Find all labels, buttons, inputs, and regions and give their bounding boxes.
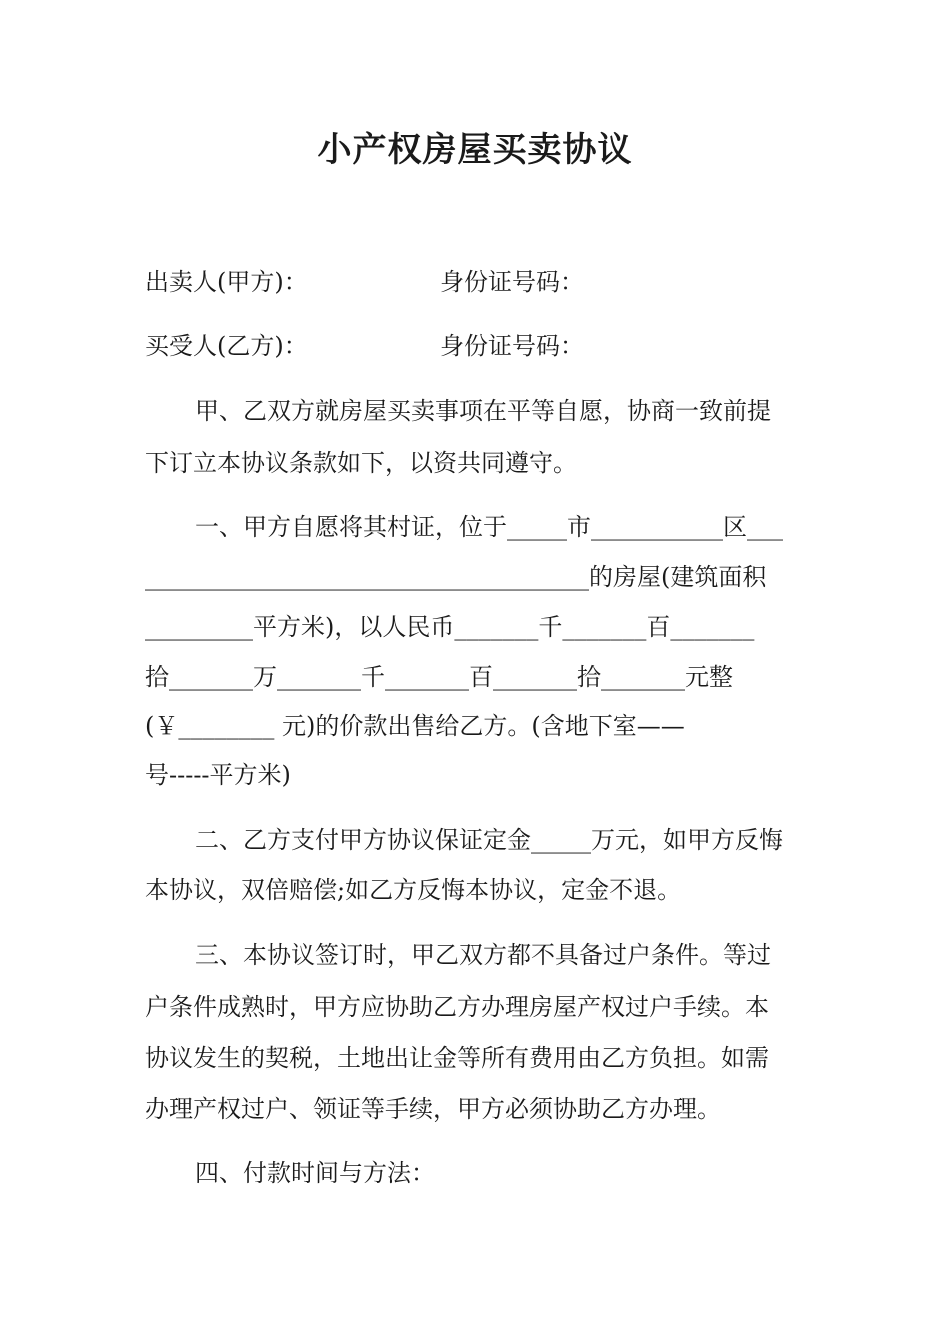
clause-1-line: _________平方米)，以人民币_______千_______百_______ — [145, 613, 755, 641]
clause-2-line: 二、乙方支付甲方协议保证定金_____万元，如甲方反悔 — [195, 826, 783, 854]
intro-line: 甲、乙双方就房屋买卖事项在平等自愿，协商一致前提 — [195, 397, 771, 425]
intro-line: 下订立本协议条款如下，以资共同遵守。 — [145, 449, 577, 477]
buyer-id-label: 身份证号码： — [440, 332, 584, 360]
clause-1-line: 拾_______万_______千_______百_______拾_______元整 — [145, 663, 733, 691]
clause-3-line: 办理产权过户、领证等手续，甲方必须协助乙方办理。 — [145, 1095, 721, 1123]
document-title: 小产权房屋买卖协议 — [317, 130, 633, 170]
buyer-label: 买受人(乙方)： — [145, 332, 308, 360]
clause-1-line: (￥________ 元)的价款出售给乙方。(含地下室—— — [145, 712, 685, 740]
clause-4-line: 四、付款时间与方法： — [195, 1159, 435, 1187]
seller-id-label: 身份证号码： — [440, 268, 584, 296]
clause-1-line: 号-----平方米) — [145, 761, 291, 789]
clause-1-line: 一、甲方自愿将其村证，位于_____市___________区___ — [195, 513, 783, 541]
clause-3-line: 协议发生的契税，土地出让金等所有费用由乙方负担。如需 — [145, 1044, 769, 1072]
clause-2-line: 本协议，双倍赔偿;如乙方反悔本协议，定金不退。 — [145, 876, 682, 904]
seller-label: 出卖人(甲方)： — [145, 268, 308, 296]
clause-3-line: 三、本协议签订时，甲乙双方都不具备过户条件。等过 — [195, 941, 771, 969]
clause-3-line: 户条件成熟时，甲方应协助乙方办理房屋产权过户手续。本 — [145, 993, 769, 1021]
clause-1-line: _____________________________________的房屋(建筑面积 — [145, 563, 767, 591]
